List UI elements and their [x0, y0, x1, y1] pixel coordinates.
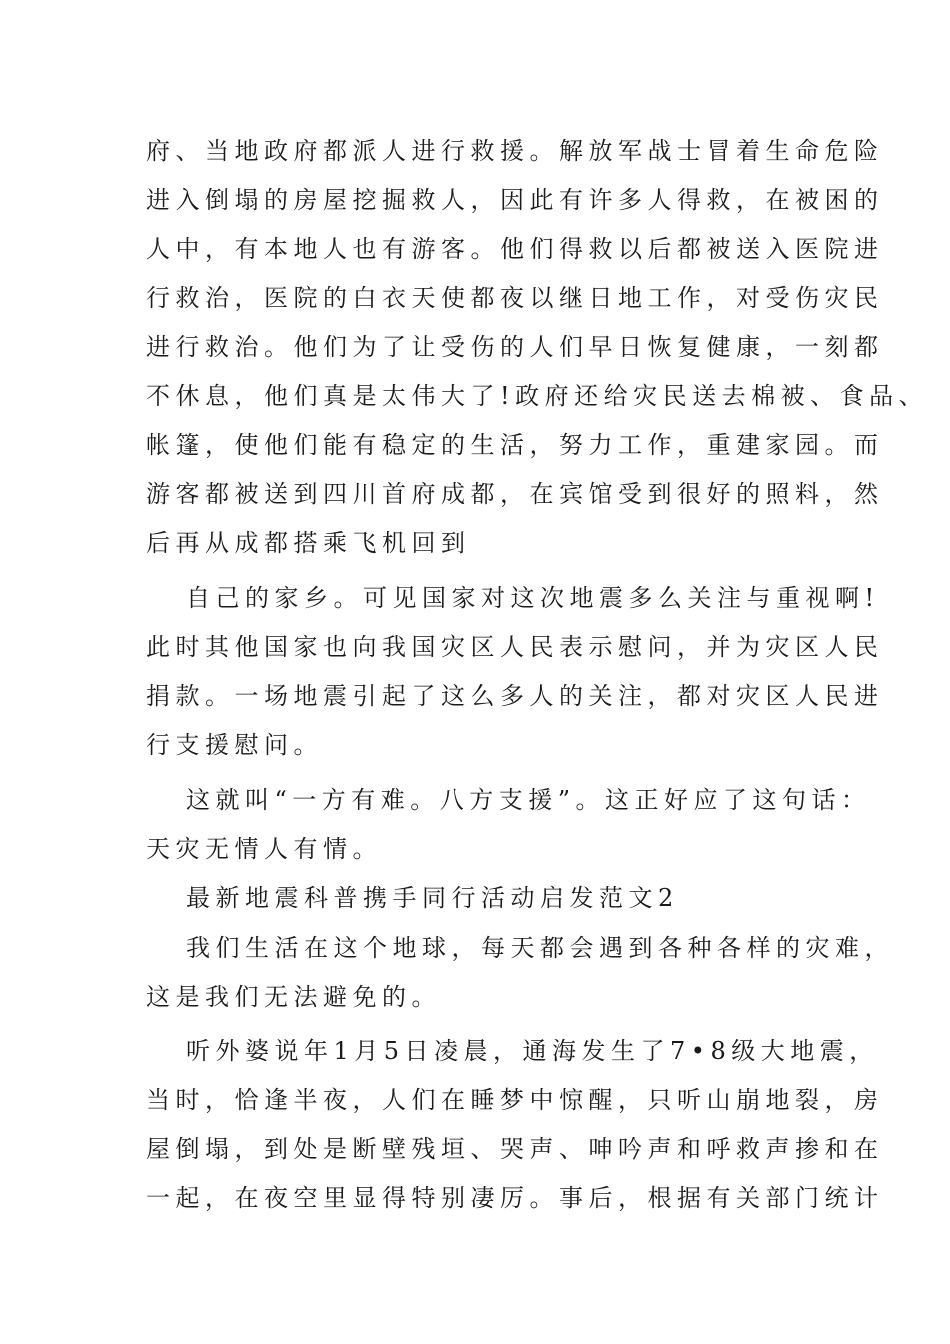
text-line: 自己的家乡。可见国家对这次地震多么关注与重视啊!	[186, 584, 880, 612]
text-line: 此时其他国家也向我国灾区人民表示慰问，并为灾区人民	[146, 633, 884, 661]
text-line: 进行救治。他们为了让受伤的人们早日恢复健康，一刻都	[146, 333, 884, 361]
text-line: 屋倒塌，到处是断壁残垣、哭声、呻吟声和呼救声掺和在	[146, 1135, 884, 1163]
text-line: 人中，有本地人也有游客。他们得救以后都被送入医院进	[146, 235, 884, 263]
text-line: 我们生活在这个地球，每天都会遇到各种各样的灾难，	[186, 934, 894, 962]
text-line: 府、当地政府都派人进行救援。解放军战士冒着生命危险	[146, 137, 884, 165]
text-line: 听外婆说年1月5日凌晨，通海发生了7•8级大地震，	[186, 1037, 879, 1065]
text-line: 当时，恰逢半夜，人们在睡梦中惊醒，只听山崩地裂，房	[146, 1086, 884, 1114]
text-line: 帐篷，使他们能有稳定的生活，努力工作，重建家园。而	[146, 431, 884, 459]
text-line: 一起，在夜空里显得特别凄厉。事后，根据有关部门统计	[146, 1184, 884, 1212]
text-line: 游客都被送到四川首府成都，在宾馆受到很好的照料，然	[146, 480, 884, 508]
text-line: 这就叫“一方有难。八方支援”。这正好应了这句话：	[186, 786, 871, 814]
text-line: 行支援慰问。	[146, 731, 323, 759]
text-line: 捐款。一场地震引起了这么多人的关注，都对灾区人民进	[146, 682, 884, 710]
text-line: 这是我们无法避免的。	[146, 983, 441, 1011]
text-line: 天灾无情人有情。	[146, 835, 382, 863]
text-line: 行救治，医院的白衣天使都夜以继日地工作，对受伤灾民	[146, 284, 884, 312]
text-line: 不休息，他们真是太伟大了!政府还给灾民送去棉被、食品、	[146, 382, 929, 410]
section-heading: 最新地震科普携手同行活动启发范文2	[186, 884, 679, 912]
text-line: 后再从成都搭乘飞机回到	[146, 529, 471, 557]
text-line: 进入倒塌的房屋挖掘救人，因此有许多人得救，在被困的	[146, 186, 884, 214]
